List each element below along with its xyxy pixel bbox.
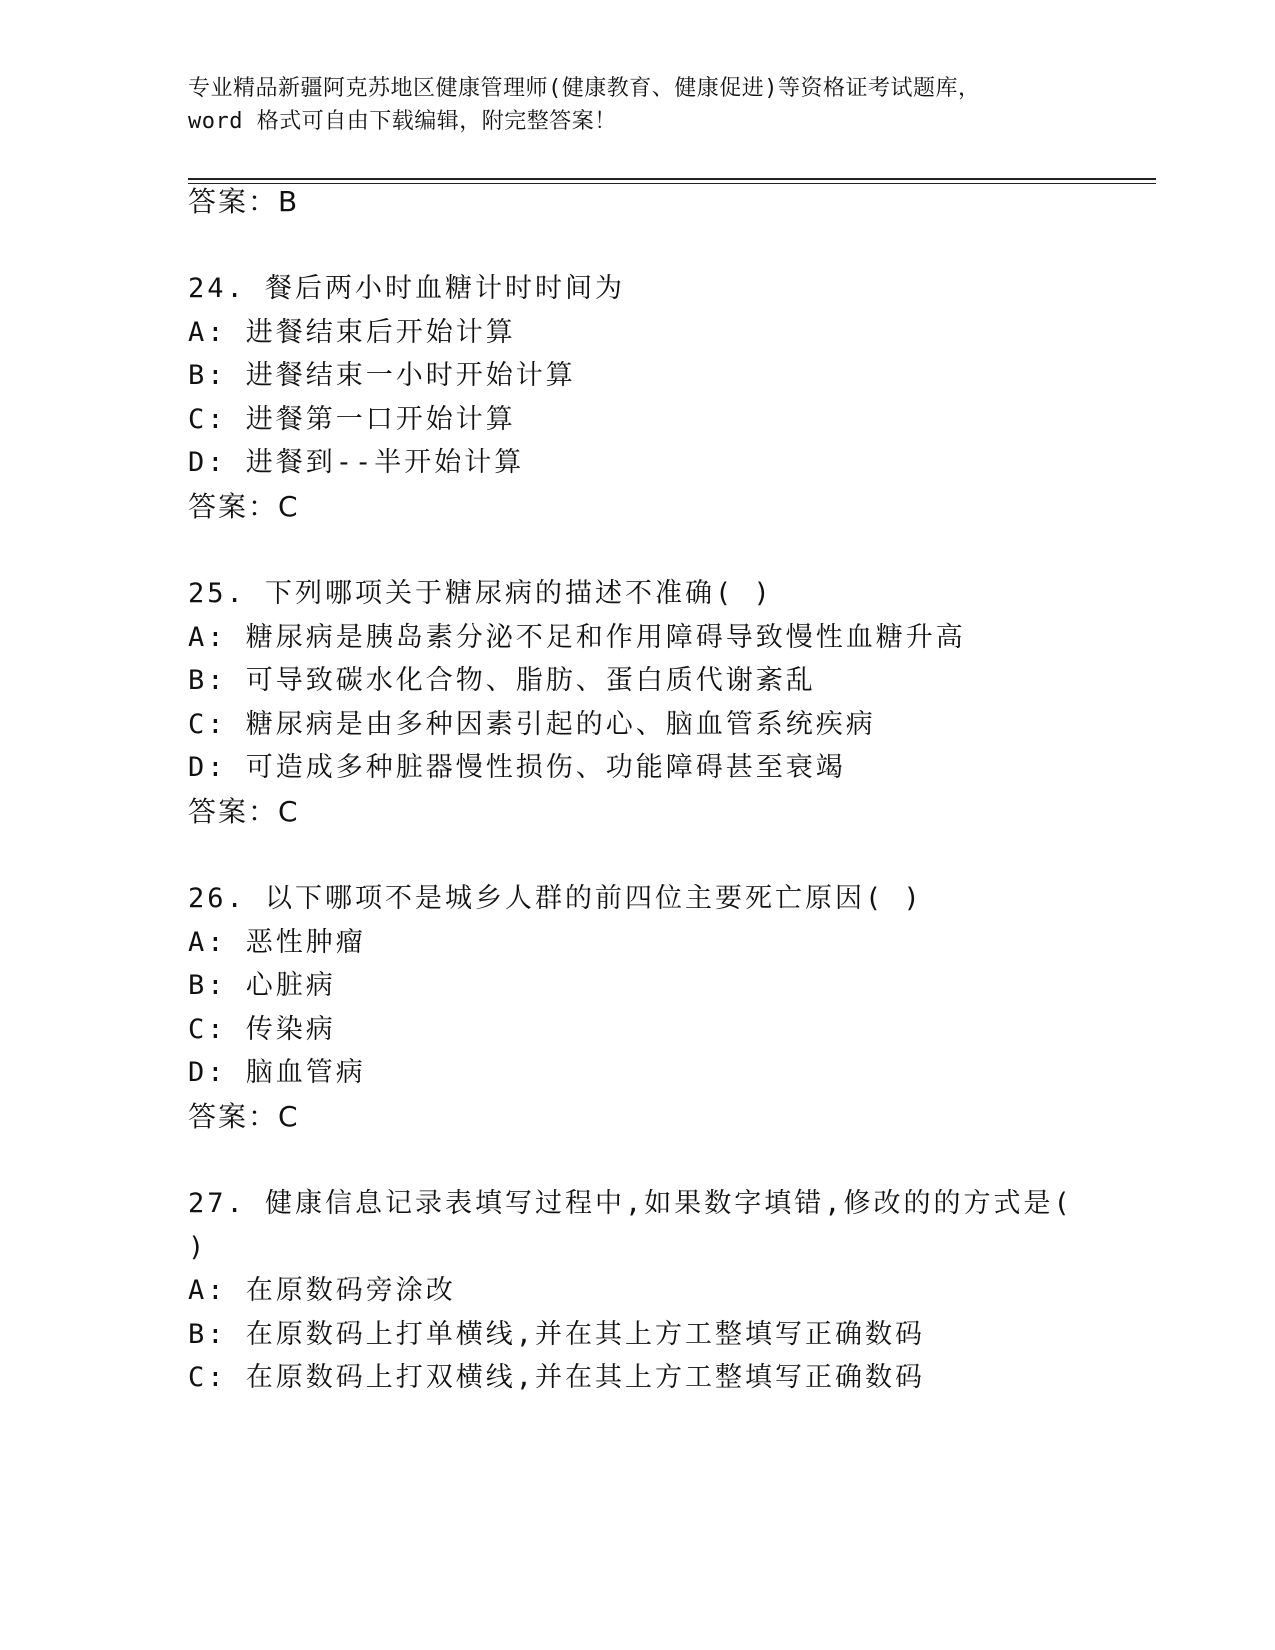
question-24-option-d: D: 进餐到--半开始计算 (188, 447, 525, 478)
question-25-option-a: A: 糖尿病是胰岛素分泌不足和作用障碍导致慢性血糖升高 (188, 622, 966, 653)
question-27-option-c: C: 在原数码上打双横线,并在其上方工整填写正确数码 (188, 1362, 926, 1393)
question-26-option-a: A: 恶性肿瘤 (188, 927, 366, 958)
question-27-option-a: A: 在原数码旁涂改 (188, 1275, 456, 1306)
question-26-option-b: B: 心脏病 (188, 970, 336, 1001)
question-24-option-c: C: 进餐第一口开始计算 (188, 404, 516, 435)
header-divider-thick (188, 178, 1156, 180)
question-24-option-b: B: 进餐结束一小时开始计算 (188, 360, 576, 391)
question-25-option-d: D: 可造成多种脏器慢性损伤、功能障碍甚至衰竭 (188, 752, 846, 783)
answer-24: 答案：C (188, 490, 300, 523)
answer-26: 答案：C (188, 1100, 300, 1133)
answer-25: 答案：C (188, 795, 300, 828)
document-header (188, 72, 1068, 138)
question-24-option-a: A: 进餐结束后开始计算 (188, 317, 516, 348)
question-27-stem-continued: ) (188, 1232, 208, 1263)
header-line-2: word 格式可自由下载编辑，附完整答案！ (188, 109, 617, 134)
question-25-stem: 25. 下列哪项关于糖尿病的描述不准确( ) (188, 578, 773, 609)
question-25-option-b: B: 可导致碳水化合物、脂肪、蛋白质代谢紊乱 (188, 665, 816, 696)
question-27-option-b: B: 在原数码上打单横线,并在其上方工整填写正确数码 (188, 1319, 926, 1350)
question-25-option-c: C: 糖尿病是由多种因素引起的心、脑血管系统疾病 (188, 709, 876, 740)
answer-23: 答案：B (188, 185, 300, 218)
question-24-stem: 24. 餐后两小时血糖计时时间为 (188, 273, 626, 304)
question-26-option-d: D: 脑血管病 (188, 1057, 366, 1088)
header-divider-thin (188, 183, 1156, 184)
header-line-1: 专业精品新疆阿克苏地区健康管理师(健康教育、健康促进)等资格证考试题库， (188, 76, 981, 101)
question-27-stem: 27. 健康信息记录表填写过程中,如果数字填错,修改的的方式是( (188, 1188, 1073, 1219)
question-26-option-c: C: 传染病 (188, 1014, 336, 1045)
question-26-stem: 26. 以下哪项不是城乡人群的前四位主要死亡原因( ) (188, 883, 923, 914)
